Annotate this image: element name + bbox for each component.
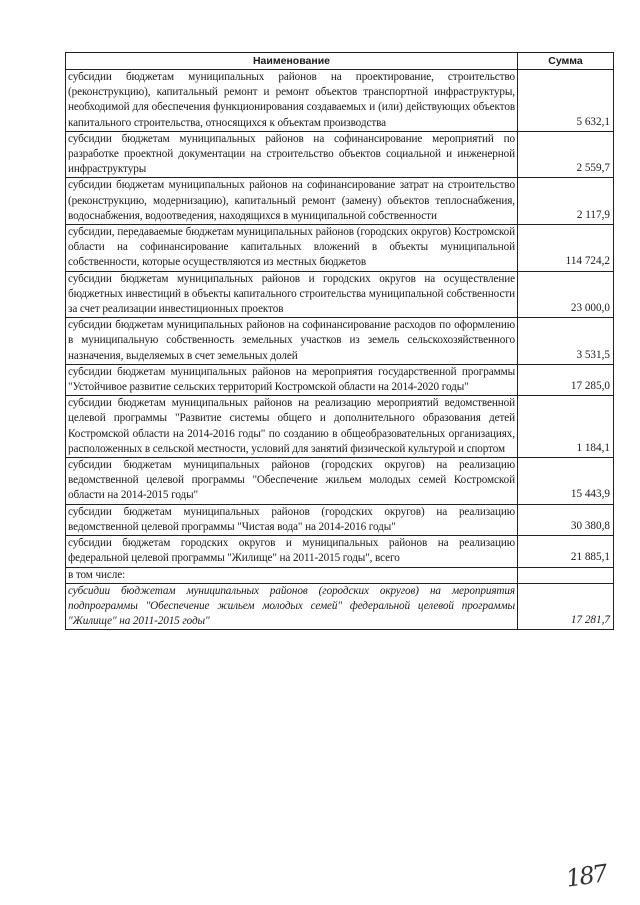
document-sheet — [65, 52, 613, 630]
row-name-cell: субсидии бюджетам муниципальных районов на реализацию мероприятий ведомственной целевой программы "Развитие системы общего и дополнительного образования детей Костромской области на 2014-2016 годы" по созданию в общеобразовательных организациях, расположенных в сельской местности, условий для занятий физической культурой и спортом — [66, 396, 518, 458]
table-row — [66, 318, 614, 365]
row-sum-cell: 3 531,5 — [518, 318, 614, 365]
row-name-cell: субсидии бюджетам городских округов и муниципальных районов на реализацию федеральной целевой программы "Жилище" на 2011-2015 годы", всего — [66, 536, 518, 567]
row-sum-cell: 30 380,8 — [518, 504, 614, 535]
handwritten-page-number: 187 — [564, 859, 608, 893]
row-name-cell: субсидии бюджетам муниципальных районов (городских округов) на мероприятия подпрограммы "Обеспечение жильем молодых семей" федеральной целевой программы "Жилище" на 2011-2015 годы" — [66, 583, 518, 630]
row-name-cell: субсидии бюджетам муниципальных районов на софинансирование расходов по оформлению в муниципальную собственность земельных участков из земель сельскохозяйственного назначения, выделяемых в счет земельных долей — [66, 318, 518, 365]
table-row — [66, 396, 614, 458]
row-name-cell: субсидии бюджетам муниципальных районов (городских округов) на реализацию ведомственной целевой программы "Обеспечение жильем молодых семей Костромской области на 2014-2015 годы" — [66, 458, 518, 505]
row-name-cell: в том числе: — [66, 567, 518, 583]
table-row — [66, 178, 614, 225]
row-name-cell: субсидии бюджетам муниципальных районов на проектирование, строительство (реконструкцию), капитальный ремонт и ремонт объектов транспортной инфраструктуры, необходимой для обеспечения функционирования создаваемых и (или) действующих объектов капитального строительства, относящихся к объектам производства — [66, 70, 518, 132]
row-name-cell: субсидии бюджетам муниципальных районов и городских округов на осуществление бюджетных инвестиций в объекты капитального строительства муниципальной собственности за счет реализации инвестиционных проектов — [66, 271, 518, 318]
row-sum-cell: 114 724,2 — [518, 225, 614, 272]
table-row — [66, 504, 614, 535]
row-name-cell: субсидии бюджетам муниципальных районов на софинансирование мероприятий по разработке проектной документации на строительство объектов социальной и инженерной инфраструктуры — [66, 131, 518, 178]
table-row — [66, 70, 614, 132]
table-row — [66, 458, 614, 505]
table-row — [66, 583, 614, 630]
row-sum-cell: 2 559,7 — [518, 131, 614, 178]
table-row — [66, 225, 614, 272]
row-sum-cell: 15 443,9 — [518, 458, 614, 505]
row-name-cell: субсидии бюджетам муниципальных районов на софинансирование затрат на строительство (реконструкцию, модернизацию), капитальный ремонт (замену) объектов теплоснабжения, водоснабжения, водоотведения, находящихся в муниципальной собственности — [66, 178, 518, 225]
row-name-cell: субсидии, передаваемые бюджетам муниципальных районов (городских округов) Костромской области на софинансирование капитальных вложений в объекты муниципальной собственности, которые осуществляются из местных бюджетов — [66, 225, 518, 272]
table-row — [66, 131, 614, 178]
row-sum-cell: 23 000,0 — [518, 271, 614, 318]
row-sum-cell: 17 285,0 — [518, 364, 614, 395]
row-sum-cell: 2 117,9 — [518, 178, 614, 225]
row-sum-cell: 17 281,7 — [518, 583, 614, 630]
table-row — [66, 536, 614, 567]
row-name-cell: субсидии бюджетам муниципальных районов на мероприятия государственной программы "Устойчивое развитие сельских территорий Костромской области на 2014-2020 годы" — [66, 364, 518, 395]
row-name-cell: субсидии бюджетам муниципальных районов (городских округов) на реализацию ведомственной целевой программы "Чистая вода" на 2014-2016 годы" — [66, 504, 518, 535]
row-sum-cell — [518, 567, 614, 583]
table-row — [66, 364, 614, 395]
table-header-row — [66, 53, 614, 70]
column-header-sum: Сумма — [518, 53, 614, 70]
subsidies-table — [65, 52, 614, 630]
column-header-name: Наименование — [66, 53, 518, 70]
row-sum-cell: 21 885,1 — [518, 536, 614, 567]
row-sum-cell: 5 632,1 — [518, 70, 614, 132]
row-sum-cell: 1 184,1 — [518, 396, 614, 458]
table-row — [66, 271, 614, 318]
table-row — [66, 567, 614, 583]
